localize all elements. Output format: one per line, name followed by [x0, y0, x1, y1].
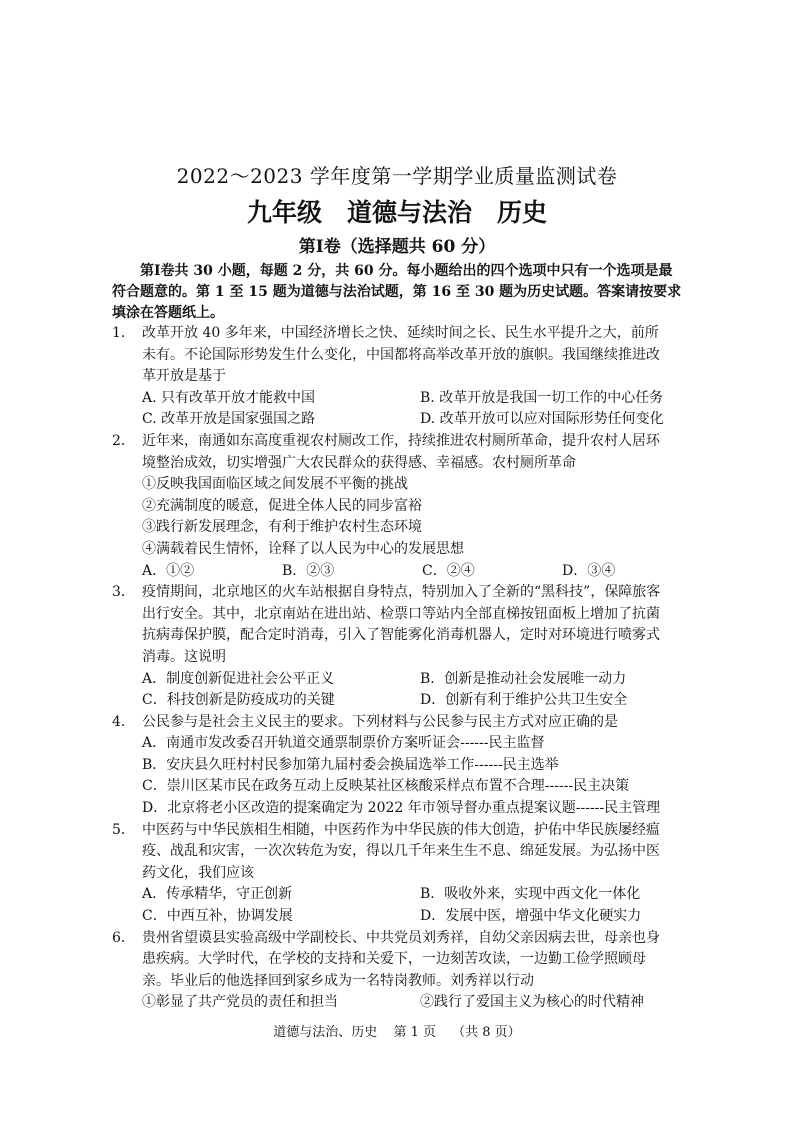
option-a: A．制度创新促进社会公平正义 [142, 670, 335, 687]
question-stem: 近年来，南通如东高度重视农村厕改工作，持续推进农村厕所革命，提升农村人居环境整治成效，切实增强广大农民群众的获得感、幸福感。农村厕所革命 [142, 432, 660, 471]
question-stem: 疫情期间，北京地区的火车站根据自身特点，特别加入了全新的“黑科技”，保障旅客出行安全。其中，北京南站在进出站、检票口等站内全部直梯按钮面板上增加了抗菌抗病毒保护膜，配合定时消毒，引入了智能雾化消毒机器人，定时对环境进行喷雾式消毒。这说明 [142, 584, 661, 665]
question-5 [112, 820, 672, 928]
statement-1: ①彰显了共产党员的责任和担当 [142, 994, 338, 1011]
option-b: B．创新是推动社会发展唯一动力 [420, 670, 627, 687]
question-number: 4． [112, 713, 135, 730]
options [142, 669, 672, 712]
question-number: 2． [112, 432, 135, 449]
option-c: C. 改革开放是国家强国之路 [142, 411, 316, 428]
option-b: B．安庆县久旺村村民参加第九届村委会换届选举工作------民主选举 [142, 756, 559, 773]
question-number: 3． [112, 584, 135, 601]
page-footer [0, 1021, 794, 1040]
options [142, 561, 672, 583]
statement-2: ②充满制度的暖意，促进全体人民的同步富裕 [142, 497, 422, 514]
question-stem: 改革开放 40 多年来，中国经济增长之快、延续时间之长、民生水平提升之大，前所未有。不论国际形势发生什么变化，中国都将高举改革开放的旗帜。我国继续推进改革开放是基于 [142, 325, 660, 385]
statements [142, 992, 672, 1014]
question-3 [112, 582, 672, 712]
option-d: D. 改革开放可以应对国际形势任何变化 [420, 411, 664, 428]
option-d: D．创新有利于维护公共卫生安全 [420, 692, 628, 709]
option-a: A．①② [142, 562, 195, 579]
footer-page: 第 1 页 [393, 1025, 436, 1040]
statement-1: ①反映我国面临区域之间发展不平衡的挑战 [142, 476, 408, 493]
options [142, 388, 672, 431]
question-number: 6． [112, 929, 135, 946]
option-c: C．中西互补，协调发展 [142, 908, 293, 925]
option-c: C．②④ [422, 562, 475, 579]
question-6 [112, 928, 672, 1014]
instructions: 第Ⅰ卷共 30 小题，每题 2 分，共 60 分。每小题给出的四个选项中只有一个选项是最符合题意的。第 1 至 15 题为道德与法治试题，第 16 至 30 题为历史试题。答案请按要求填涂在答题纸上。 [112, 263, 682, 321]
option-b: B. 改革开放是我国一切工作的中心任务 [420, 389, 664, 406]
option-d: D．发展中医，增强中华文化硬实力 [420, 908, 642, 925]
option-a: A. 只有改革开放才能救中国 [142, 389, 316, 406]
option-c: C．崇川区某市民在政务互动上反映某社区核酸采样点布置不合理------民主决策 [142, 778, 630, 795]
option-c: C．科技创新是防疫成功的关键 [142, 692, 335, 709]
option-d: D．北京将老小区改造的提案确定为 2022 年市领导督办重点提案议题------民主管理 [142, 800, 661, 817]
question-number: 5． [112, 821, 135, 838]
statement-2: ②践行了爱国主义为核心的时代精神 [420, 994, 644, 1011]
statement-4: ④满载着民生情怀，诠释了以人民为中心的发展思想 [142, 540, 464, 557]
statement-3: ③践行新发展理念，有利于维护农村生态环境 [142, 519, 422, 536]
footer-total: （共 8 页） [452, 1025, 521, 1040]
exam-title: 2022～2023 学年度第一学期学业质量监测试卷 [176, 164, 618, 188]
question-stem: 中医药与中华民族相生相随，中医药作为中华民族的伟大创造，护佑中华民族屡经瘟疫、战乱和灾害，一次次转危为安，得以几千年来生生不息、绵延发展。为弘扬中医药文化，我们应该 [142, 821, 660, 881]
section-heading: 第Ⅰ卷（选择题共 60 分） [298, 237, 496, 257]
question-list [112, 323, 672, 1014]
question-2 [112, 431, 672, 582]
option-a: A．南通市发改委召开轨道交通票制票价方案听证会------民主监督 [142, 735, 545, 752]
option-b: B．②③ [282, 562, 335, 579]
options [142, 884, 672, 927]
question-number: 1． [112, 325, 135, 341]
option-a: A．传承精华，守正创新 [142, 886, 293, 903]
option-b: B．吸收外来，实现中西文化一体化 [420, 886, 641, 903]
question-4 [112, 712, 672, 820]
footer-subject: 道德与法治、历史 [273, 1025, 378, 1040]
option-d: D．③④ [562, 562, 616, 579]
question-1 [112, 323, 672, 431]
question-stem: 贵州省望谟县实验高级中学副校长、中共党员刘秀祥，自幼父亲因病去世，母亲也身患疾病。大学时代，在学校的支持和关爱下，一边刻苦攻读，一边勤工俭学照顾母亲。毕业后的他选择回到家乡成为一名特岗教师。刘秀祥以行动 [142, 929, 660, 989]
question-stem: 公民参与是社会主义民主的要求。下列材料与公民参与民主方式对应正确的是 [142, 713, 618, 730]
exam-subtitle: 九年级 道德与法治 历史 [246, 198, 547, 227]
